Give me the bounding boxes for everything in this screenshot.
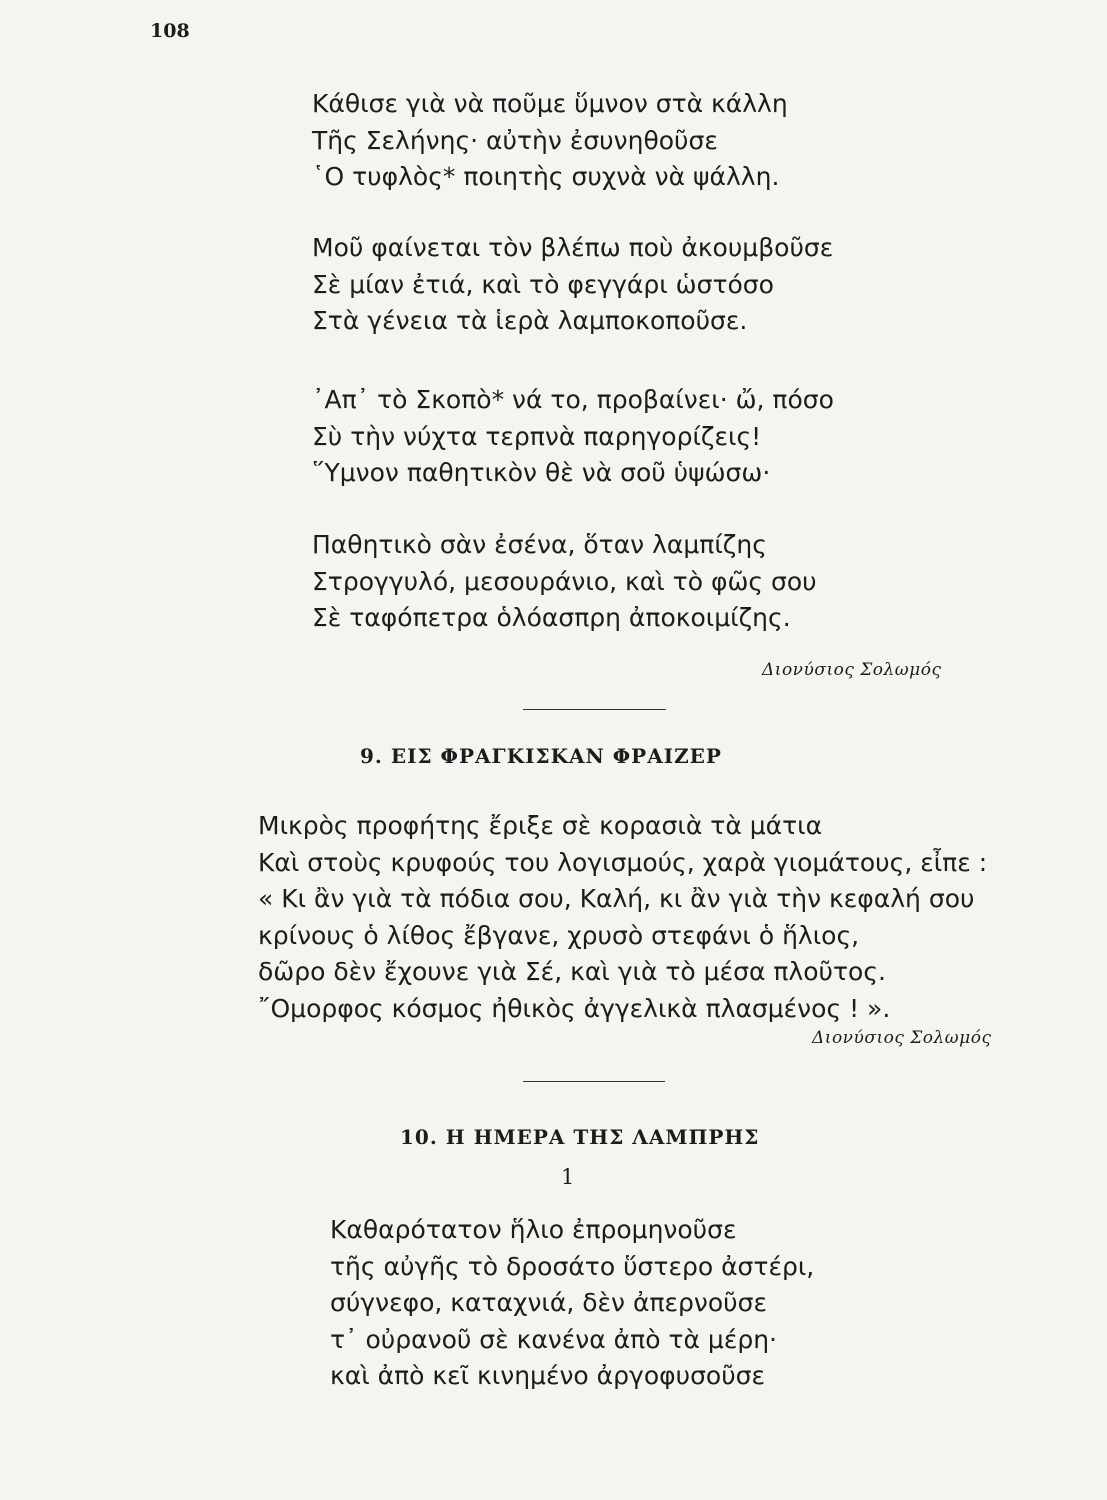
poem2-heading: 9. ΕΙΣ ΦΡΑΓΚΙΣΚΑΝ ΦΡΑΙΖΕΡ bbox=[360, 744, 722, 768]
verse-line: Καθαρότατον ἥλιο ἐπρομηνοῦσε bbox=[330, 1215, 737, 1244]
verse-line: τ᾿ οὐρανοῦ σὲ κανένα ἀπὸ τὰ μέρη· bbox=[330, 1324, 777, 1354]
verse-line: ῎Ομορφος κόσμος ἠθικὸς ἀγγελικὰ πλασμένος ! ». bbox=[258, 993, 891, 1023]
page-number: 108 bbox=[150, 20, 190, 42]
poem1-stanza-4 bbox=[312, 527, 817, 637]
verse-line: ῞Υμνον παθητικὸν θὲ νὰ σοῦ ὑψώσω· bbox=[312, 458, 771, 487]
verse-line: Σὲ μίαν ἐτιά, καὶ τὸ φεγγάρι ὡστόσο bbox=[312, 269, 774, 299]
verse-line: δῶρο δὲν ἔχουνε γιὰ Σέ, καὶ γιὰ τὸ μέσα πλοῦτος. bbox=[258, 957, 886, 986]
section-divider bbox=[523, 1081, 665, 1082]
verse-line: Κάθισε γιὰ νὰ ποῦμε ὕμνον στὰ κάλλη bbox=[312, 89, 788, 118]
verse-line: Καὶ στοὺς κρυφούς του λογισμούς, χαρὰ γιομάτους, εἶπε : bbox=[258, 847, 988, 877]
poem3-stanza bbox=[330, 1212, 814, 1395]
poem3-section-number: 1 bbox=[561, 1165, 575, 1189]
verse-line: Τῆς Σελήνης· αὐτὴν ἐσυνηθοῦσε bbox=[312, 125, 718, 155]
verse-line: καὶ ἀπὸ κεῖ κινημένο ἀργοφυσοῦσε bbox=[330, 1361, 766, 1390]
verse-line: κρίνους ὁ λίθος ἔβγανε, χρυσὸ στεφάνι ὁ ἥλιος, bbox=[258, 920, 860, 950]
verse-line: Μικρὸς προφήτης ἔριξε σὲ κορασιὰ τὰ μάτια bbox=[258, 811, 823, 840]
poem2-stanza bbox=[258, 808, 987, 1027]
verse-line: σύγνεφο, καταχνιά, δὲν ἀπερνοῦσε bbox=[330, 1288, 767, 1317]
poem2-author: Διονύσιος Σολωμός bbox=[812, 1028, 992, 1048]
poem1-stanza-3 bbox=[312, 382, 834, 492]
poem1-stanza-1 bbox=[312, 86, 788, 196]
section-divider bbox=[523, 709, 666, 710]
verse-line: Στρογγυλό, μεσουράνιο, καὶ τὸ φῶς σου bbox=[312, 566, 817, 596]
verse-line: ᾿Απ᾿ τὸ Σκοπὸ* νά το, προβαίνει· ὤ, πόσο bbox=[312, 385, 834, 414]
verse-line: « Κι ἂν γιὰ τὰ πόδια σου, Καλή, κι ἂν γιὰ τὴν κεφαλή σου bbox=[258, 884, 975, 913]
poem1-stanza-2 bbox=[312, 230, 833, 340]
verse-line: Σὲ ταφόπετρα ὁλόασπρη ἀποκοιμίζης. bbox=[312, 603, 791, 632]
verse-line: Στὰ γένεια τὰ ἱερὰ λαμποκοποῦσε. bbox=[312, 306, 748, 335]
poem1-author: Διονύσιος Σολωμός bbox=[762, 660, 942, 680]
verse-line: Παθητικὸ σὰν ἐσένα, ὅταν λαμπίζης bbox=[312, 530, 767, 559]
poem3-heading: 10. Η ΗΜΕΡΑ ΤΗΣ ΛΑΜΠΡΗΣ bbox=[400, 1125, 760, 1149]
verse-line: τῆς αὐγῆς τὸ δροσάτο ὕστερο ἀστέρι, bbox=[330, 1251, 815, 1281]
verse-line: ῾Ο τυφλὸς* ποιητὴς συχνὰ νὰ ψάλλη. bbox=[312, 162, 780, 191]
verse-line: Μοῦ φαίνεται τὸν βλέπω ποὺ ἀκουμβοῦσε bbox=[312, 233, 834, 262]
verse-line: Σὺ τὴν νύχτα τερπνὰ παρηγορίζεις! bbox=[312, 421, 762, 451]
